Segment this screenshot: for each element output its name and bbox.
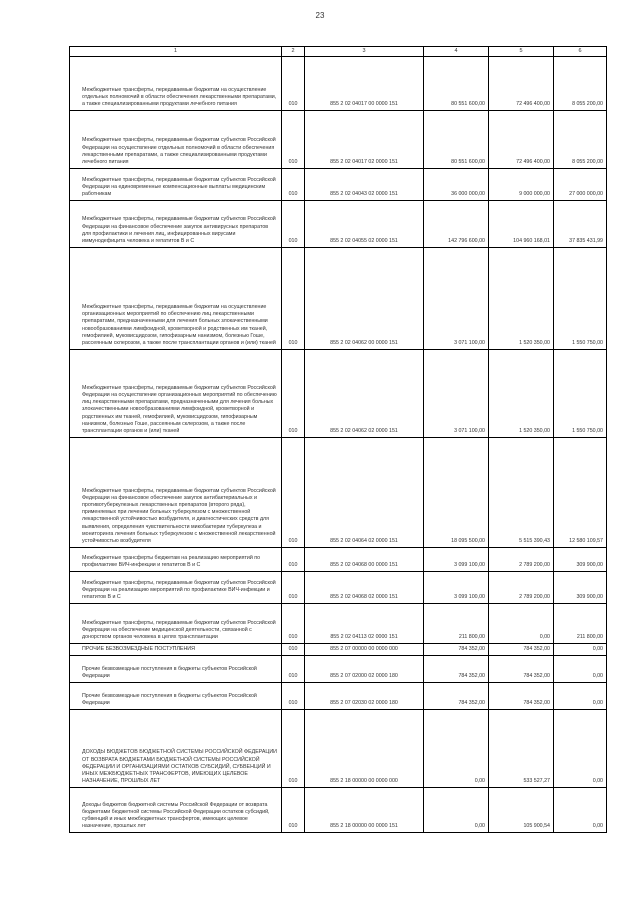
- row-code: 010: [282, 788, 305, 833]
- row-code: 010: [282, 169, 305, 201]
- table-header-row: [70, 47, 607, 57]
- row-name: Прочие безвозмездные поступления в бюджеты субъектов Российской Федерации: [70, 683, 282, 710]
- row-value-col6: 1 550 750,00: [554, 350, 607, 438]
- row-code: 010: [282, 604, 305, 644]
- row-kbk-code: 855 2 07 00000 00 0000 000: [305, 644, 424, 656]
- row-name: Межбюджетные трансферты, передаваемые бюджетам субъектов Российской Федерации на обеспечение медицинской деятельности, связанной с донорством органов человека в целях трансплантации: [70, 604, 282, 644]
- column-header: 6: [554, 47, 607, 57]
- table-row: [70, 201, 607, 248]
- row-value-col4: 784 352,00: [424, 656, 489, 683]
- row-name: Межбюджетные трансферты, передаваемые бюджетам субъектов Российской Федерации на финансовое обеспечение закупок антивирусных препаратов для профилактики и лечения лиц, инфицированных вирусами иммунодефицита человека и гепатитов B и C: [70, 201, 282, 248]
- row-value-col4: 36 000 000,00: [424, 169, 489, 201]
- row-value-col4: 784 352,00: [424, 683, 489, 710]
- row-kbk-code: 855 2 07 02000 02 0000 180: [305, 656, 424, 683]
- row-kbk-code: 855 2 02 04055 02 0000 151: [305, 201, 424, 248]
- row-name: Межбюджетные трансферты бюджетам на реализацию мероприятий по профилактике ВИЧ-инфекции и гепатитов B и C: [70, 548, 282, 572]
- row-name: Доходы бюджетов бюджетной системы Российской Федерации от возврата бюджетами бюджетной системы Российской Федерации остатков субсидий, субвенций и иных межбюджетных трансфертов, имеющих целевое назначение, прошлых лет: [70, 788, 282, 833]
- row-code: 010: [282, 57, 305, 111]
- row-kbk-code: 855 2 18 00000 00 0000 151: [305, 788, 424, 833]
- row-value-col6: 8 055 200,00: [554, 57, 607, 111]
- row-value-col5: 72 496 400,00: [489, 57, 554, 111]
- row-name: ДОХОДЫ БЮДЖЕТОВ БЮДЖЕТНОЙ СИСТЕМЫ РОССИЙСКОЙ ФЕДЕРАЦИИ ОТ ВОЗВРАТА БЮДЖЕТАМИ БЮДЖЕТНОЙ СИСТЕМЫ РОССИЙСКОЙ ФЕДЕРАЦИИ И ОРГАНИЗАЦИЯМИ ОСТАТКОВ СУБСИДИЙ, СУБВЕНЦИЙ И ИНЫХ МЕЖБЮДЖЕТНЫХ ТРАНСФЕРТОВ, ИМЕЮЩИХ ЦЕЛЕВОЕ НАЗНАЧЕНИЕ, ПРОШЛЫХ ЛЕТ: [70, 710, 282, 788]
- table-row: [70, 169, 607, 201]
- row-name: Межбюджетные трансферты, передаваемые бюджетам на осуществление отдельных полномочий в области обеспечения лекарственными препаратами, а также специализированными продуктами лечебного питания: [70, 57, 282, 111]
- row-value-col4: 0,00: [424, 710, 489, 788]
- row-value-col6: 8 055 200,00: [554, 111, 607, 169]
- row-value-col6: 37 835 431,99: [554, 201, 607, 248]
- row-value-col4: 211 800,00: [424, 604, 489, 644]
- column-header: 2: [282, 47, 305, 57]
- row-value-col5: 9 000 000,00: [489, 169, 554, 201]
- column-header: 5: [489, 47, 554, 57]
- table-row: [70, 350, 607, 438]
- row-kbk-code: 855 2 02 04068 02 0000 151: [305, 572, 424, 604]
- table-row: [70, 111, 607, 169]
- row-name: Межбюджетные трансферты, передаваемые бюджетам на осуществление организационных мероприятий по обеспечению лиц лекарственными препаратами, предназначенными для лечения больных злокачественными новообразованиями лимфоидной, кроветворной и родственных им тканей, гемофилией, муковисцидозом, гипофизарным нанизмом, болезнью Гоше, рассеянным склерозом, а также после трансплантации органов и (или) тканей: [70, 248, 282, 350]
- row-value-col6: 211 800,00: [554, 604, 607, 644]
- row-kbk-code: 855 2 07 02030 02 0000 180: [305, 683, 424, 710]
- column-header: 3: [305, 47, 424, 57]
- row-name: Межбюджетные трансферты, передаваемые бюджетам субъектов Российской Федерации на осуществление организационных мероприятий по обеспечению лиц лекарственными препаратами, предназначенными для лечения больных злокачественными новообразованиями лимфоидной, кроветворной и родственных им тканей, гемофилией, муковисцидозом, гипофизарным нанизмом, болезнью Гоше, рассеянным склерозом, а также после трансплантации органов и (или) тканей: [70, 350, 282, 438]
- column-header: 1: [70, 47, 282, 57]
- row-value-col5: 5 515 390,43: [489, 438, 554, 548]
- row-kbk-code: 855 2 02 04062 02 0000 151: [305, 350, 424, 438]
- row-code: 010: [282, 248, 305, 350]
- row-value-col5: 784 352,00: [489, 656, 554, 683]
- row-value-col5: 1 520 350,00: [489, 248, 554, 350]
- row-kbk-code: 855 2 02 04043 02 0000 151: [305, 169, 424, 201]
- table-row: [70, 548, 607, 572]
- row-kbk-code: 855 2 02 04068 00 0000 151: [305, 548, 424, 572]
- row-name: Межбюджетные трансферты, передаваемые бюджетам субъектов Российской Федерации на финансовое обеспечение закупок антибактериальных и противотуберкулезных лекарственных препаратов (второго ряда), применяемых при лечении больных туберкулезом с множественной лекарственной устойчивостью возбудителя, и диагностических средств для выявления, определения чувствительности микобактерии туберкулеза и мониторинга лечения больных туберкулезом с множественной лекарственной устойчивостью возбудителя: [70, 438, 282, 548]
- row-value-col6: 0,00: [554, 644, 607, 656]
- row-kbk-code: 855 2 02 04017 02 0000 151: [305, 111, 424, 169]
- row-code: 010: [282, 656, 305, 683]
- row-code: 010: [282, 350, 305, 438]
- budget-table: [69, 46, 607, 833]
- row-value-col5: 105 900,54: [489, 788, 554, 833]
- row-value-col5: 784 352,00: [489, 683, 554, 710]
- row-value-col5: 533 527,27: [489, 710, 554, 788]
- row-value-col6: 309 900,00: [554, 572, 607, 604]
- row-value-col4: 0,00: [424, 788, 489, 833]
- row-code: 010: [282, 111, 305, 169]
- row-value-col5: 72 496 400,00: [489, 111, 554, 169]
- row-value-col5: 784 352,00: [489, 644, 554, 656]
- row-kbk-code: 855 2 02 04017 00 0000 151: [305, 57, 424, 111]
- row-value-col6: 1 550 750,00: [554, 248, 607, 350]
- row-value-col4: 18 095 500,00: [424, 438, 489, 548]
- row-code: 010: [282, 548, 305, 572]
- table-row: [70, 644, 607, 656]
- row-kbk-code: 855 2 02 04064 02 0000 151: [305, 438, 424, 548]
- row-value-col4: 3 099 100,00: [424, 572, 489, 604]
- table-row: [70, 683, 607, 710]
- row-value-col6: 0,00: [554, 710, 607, 788]
- row-name: Межбюджетные трансферты, передаваемые бюджетам субъектов Российской Федерации на единовременные компенсационные выплаты медицинским работникам: [70, 169, 282, 201]
- row-kbk-code: 855 2 02 04113 02 0000 151: [305, 604, 424, 644]
- row-value-col4: 80 551 600,00: [424, 111, 489, 169]
- row-name: Прочие безвозмездные поступления в бюджеты субъектов Российской Федерации: [70, 656, 282, 683]
- table-row: [70, 572, 607, 604]
- row-value-col6: 27 000 000,00: [554, 169, 607, 201]
- row-value-col6: 0,00: [554, 656, 607, 683]
- row-value-col6: 309 900,00: [554, 548, 607, 572]
- row-code: 010: [282, 644, 305, 656]
- row-name: Межбюджетные трансферты, передаваемые бюджетам субъектов Российской Федерации на осуществление отдельных полномочий в области обеспечения лекарственными препаратами, а также специализированными продуктами лечебного питания: [70, 111, 282, 169]
- row-kbk-code: 855 2 02 04062 00 0000 151: [305, 248, 424, 350]
- row-value-col5: 0,00: [489, 604, 554, 644]
- row-code: 010: [282, 438, 305, 548]
- table-row: [70, 710, 607, 788]
- row-value-col4: 3 099 100,00: [424, 548, 489, 572]
- row-value-col4: 80 551 600,00: [424, 57, 489, 111]
- row-kbk-code: 855 2 18 00000 00 0000 000: [305, 710, 424, 788]
- row-value-col4: 3 071 100,00: [424, 350, 489, 438]
- table-row: [70, 656, 607, 683]
- column-header: 4: [424, 47, 489, 57]
- table-row: [70, 57, 607, 111]
- row-value-col5: 104 960 168,01: [489, 201, 554, 248]
- row-value-col5: 2 789 200,00: [489, 548, 554, 572]
- row-code: 010: [282, 201, 305, 248]
- row-name: ПРОЧИЕ БЕЗВОЗМЕЗДНЫЕ ПОСТУПЛЕНИЯ: [70, 644, 282, 656]
- row-name: Межбюджетные трансферты, передаваемые бюджетам субъектов Российской Федерации на реализацию мероприятий по профилактике ВИЧ-инфекции и гепатитов B и C: [70, 572, 282, 604]
- row-value-col6: 0,00: [554, 683, 607, 710]
- page-number: 23: [315, 11, 325, 20]
- row-value-col4: 142 796 600,00: [424, 201, 489, 248]
- table-row: [70, 248, 607, 350]
- row-value-col6: 12 580 109,57: [554, 438, 607, 548]
- table-row: [70, 604, 607, 644]
- row-code: 010: [282, 683, 305, 710]
- row-value-col4: 3 071 100,00: [424, 248, 489, 350]
- row-value-col5: 1 520 350,00: [489, 350, 554, 438]
- row-code: 010: [282, 710, 305, 788]
- table-row: [70, 788, 607, 833]
- table-row: [70, 438, 607, 548]
- row-code: 010: [282, 572, 305, 604]
- row-value-col6: 0,00: [554, 788, 607, 833]
- row-value-col4: 784 352,00: [424, 644, 489, 656]
- row-value-col5: 2 789 200,00: [489, 572, 554, 604]
